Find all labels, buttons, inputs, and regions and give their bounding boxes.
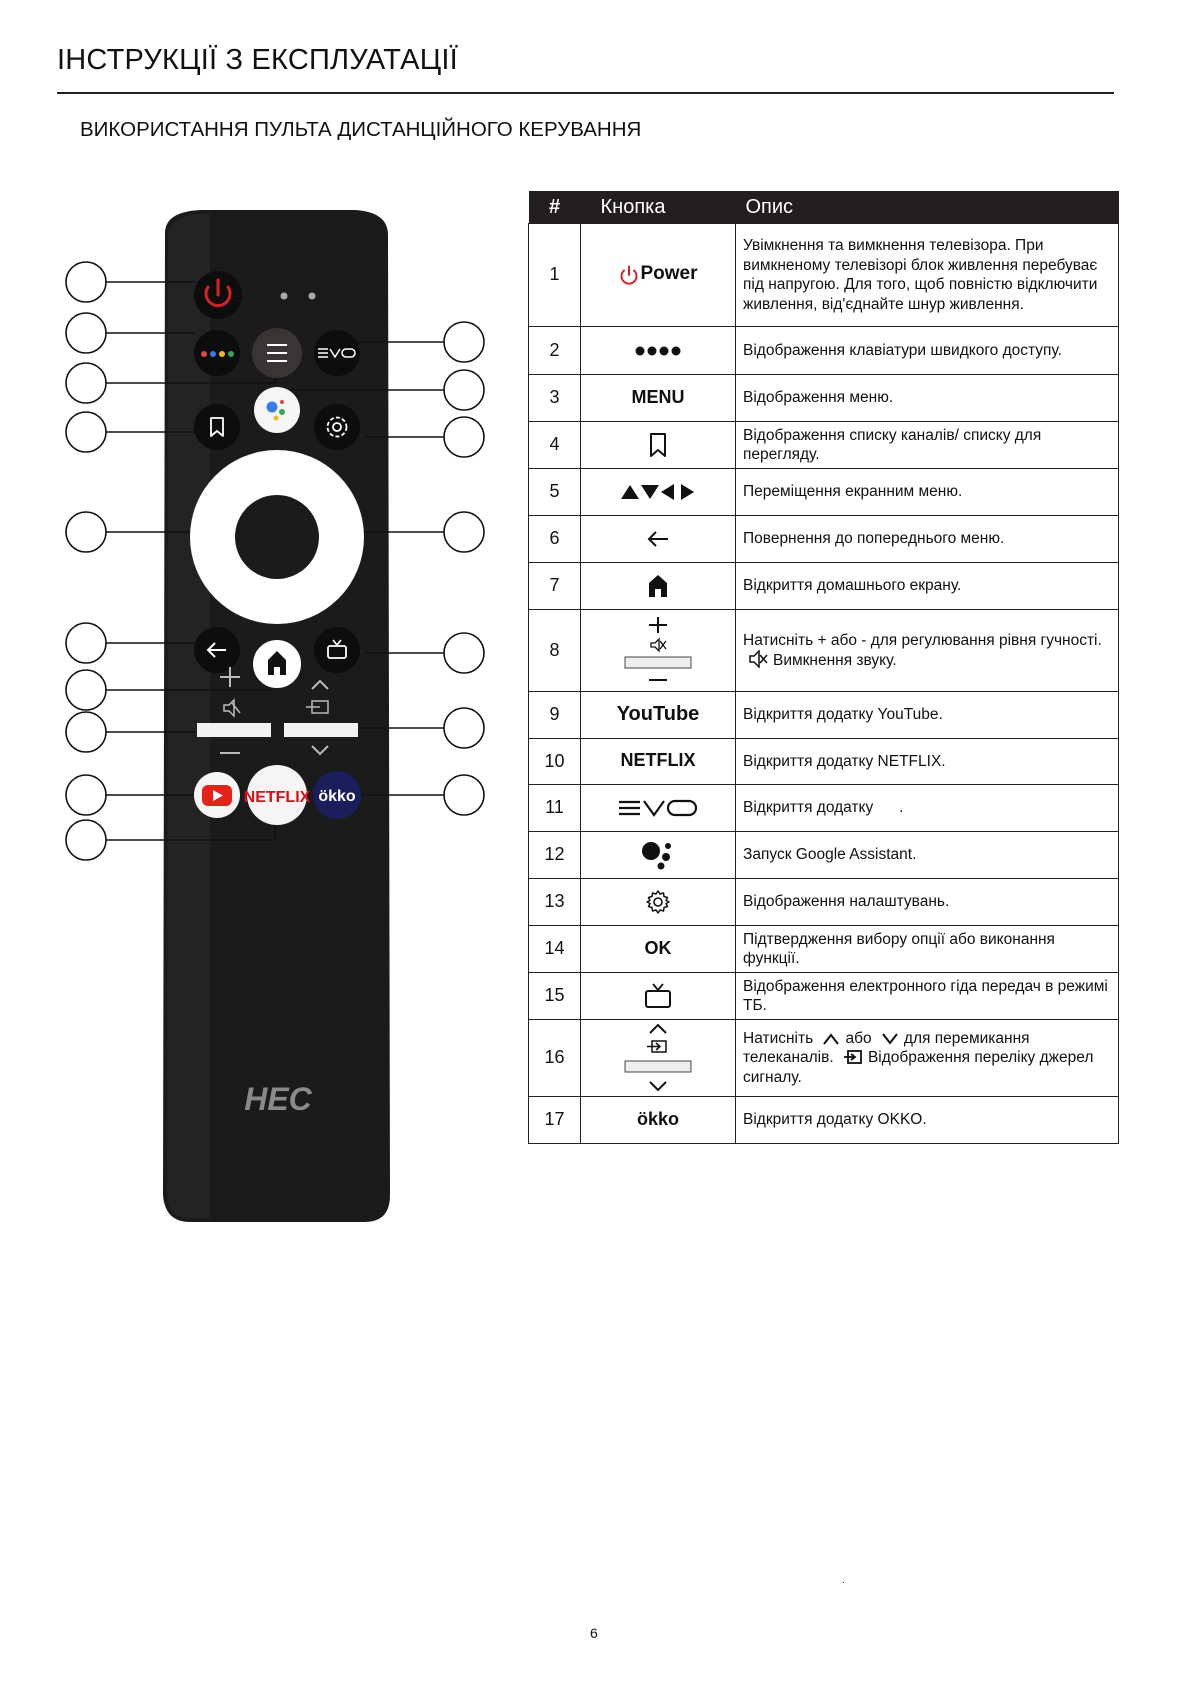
row-desc: Відображення налаштувань. [736,879,1119,926]
row-button [581,469,736,516]
row-desc: Переміщення екранним меню. [736,469,1119,516]
netflix-label: NETFLIX [243,789,311,806]
remote-home-button [252,639,302,689]
row-button [581,422,736,469]
row-num: 11 [529,785,581,832]
volume-rocker-icon [623,616,693,686]
table-row [529,1020,1119,1097]
remote-youtube-button [194,772,240,818]
row-num: 13 [529,879,581,926]
row-desc: Відкриття додатку OKKO. [736,1097,1119,1144]
menu-label: MENU [631,386,685,407]
table-row [529,692,1119,739]
row-button [581,739,736,785]
row-desc: Відкриття додатку NETFLIX. [736,739,1119,785]
remote-power-button [194,271,242,319]
row-num: 8 [529,610,581,692]
remote-okko-button [313,771,361,819]
row-num: 2 [529,327,581,375]
page-title: ІНСТРУКЦІЇ З ЕКСПЛУАТАЦІЇ [57,44,458,76]
remote-ok-button [235,495,319,579]
home-icon [647,574,669,598]
row-num: 3 [529,375,581,422]
power-label: Power [640,263,698,285]
ok-label: OK [644,937,672,958]
row-num: 1 [529,224,581,327]
title-divider [57,92,1114,94]
channel-rocker-icon [623,1024,693,1092]
row-num: 5 [529,469,581,516]
table-row [529,739,1119,785]
row-desc [736,610,1119,692]
arrows-icon [620,483,696,501]
table-row [529,610,1119,692]
volume-desc-b: Вимкнення звуку. [773,652,897,669]
row-desc: Відкриття домашнього екрану. [736,563,1119,610]
gear-icon [645,889,671,915]
row-button [581,516,736,563]
row-num: 10 [529,739,581,785]
page-number: 6 [590,1625,598,1641]
row-button [581,224,736,327]
row-button [581,1097,736,1144]
channel-desc-a: Натисніть [743,1029,814,1047]
mic-hole [281,293,288,300]
channel-desc-d: Відображення переліку джерел сигналу. [743,1049,1094,1086]
remote-assistant-button [254,387,300,433]
power-icon [618,264,640,286]
table-row [529,327,1119,375]
row-desc: Повернення до попереднього меню. [736,516,1119,563]
tv-guide-icon [644,983,672,1009]
channel-desc-c: для перемикання телеканалів. [743,1029,1030,1067]
four-dots-icon [635,345,681,357]
row-desc [736,785,1119,832]
google-assistant-icon [640,840,676,870]
table-header [529,191,1119,224]
evo-desc: Відкриття додатку . [743,799,904,817]
remote-dots-button [194,330,240,376]
section-title: ВИКОРИСТАННЯ ПУЛЬТА ДИСТАНЦІЙНОГО КЕРУВАННЯ [80,118,642,141]
row-desc: Підтвердження вибору опції або виконання функції. [736,926,1119,973]
row-num: 15 [529,973,581,1020]
remote-menu-button [252,328,302,378]
channel-desc-b: або [845,1029,872,1047]
row-button [581,832,736,879]
row-num: 4 [529,422,581,469]
volume-desc-a: Натисніть + або - для регулювання рівня гучності. [743,631,1102,649]
remote-bookmark-button [194,404,240,450]
led-indicator [309,293,316,300]
row-num: 17 [529,1097,581,1144]
okko-label: ökko [318,788,356,805]
input-source-icon [843,1049,863,1065]
row-button [581,926,736,973]
stray-dot: . [842,1575,845,1586]
table-row [529,1097,1119,1144]
row-desc: Увімкнення та вимкнення телевізора. При вимкненому телевізорі блок живлення перебуває під напругою. Для того, щоб повністю відключити живлення, від'єднайте шнур живлення. [736,224,1119,327]
table-row [529,469,1119,516]
row-desc [736,1020,1119,1097]
chevron-down-icon [881,1032,899,1046]
table-row [529,879,1119,926]
table-row [529,785,1119,832]
row-button [581,973,736,1020]
brand-logo: HEC [244,1081,312,1117]
table-row [529,422,1119,469]
row-desc: Відображення списку каналів/ списку для перегляду. [736,422,1119,469]
row-desc: Запуск Google Assistant. [736,832,1119,879]
table-row [529,375,1119,422]
row-button [581,785,736,832]
netflix-label: NETFLIX [620,750,696,771]
button-description-table [528,191,1119,1144]
remote-guide-button [314,627,360,673]
row-desc: Відкриття додатку YouTube. [736,692,1119,739]
row-button [581,563,736,610]
table-row [529,832,1119,879]
chevron-up-icon [822,1032,840,1046]
row-num: 7 [529,563,581,610]
youtube-label: YouTube [616,702,700,725]
table-row [529,926,1119,973]
remote-illustration [0,195,500,1235]
row-button [581,327,736,375]
row-button [581,879,736,926]
header-num: # [529,191,581,224]
row-num: 14 [529,926,581,973]
evo-icon [618,799,698,817]
row-desc: Відображення клавіатури швидкого доступу. [736,327,1119,375]
row-button [581,610,736,692]
row-desc: Відображення меню. [736,375,1119,422]
table-row [529,563,1119,610]
row-num: 16 [529,1020,581,1097]
row-button [581,375,736,422]
table-row [529,224,1119,327]
table-row [529,973,1119,1020]
header-desc: Опис [736,191,1119,224]
row-num: 12 [529,832,581,879]
remote-settings-button [314,404,360,450]
row-num: 9 [529,692,581,739]
mute-icon [748,650,768,668]
row-num: 6 [529,516,581,563]
back-arrow-icon [646,530,670,548]
remote-dpad [190,450,364,624]
remote-evo-button [314,330,360,376]
row-button [581,692,736,739]
row-button [581,1020,736,1097]
remote-back-button [194,627,240,673]
okko-label: ökko [636,1108,679,1129]
row-desc: Відображення електронного гіда передач в режимі ТБ. [736,973,1119,1020]
header-button: Кнопка [581,191,736,224]
bookmark-icon [648,432,668,458]
table-row [529,516,1119,563]
